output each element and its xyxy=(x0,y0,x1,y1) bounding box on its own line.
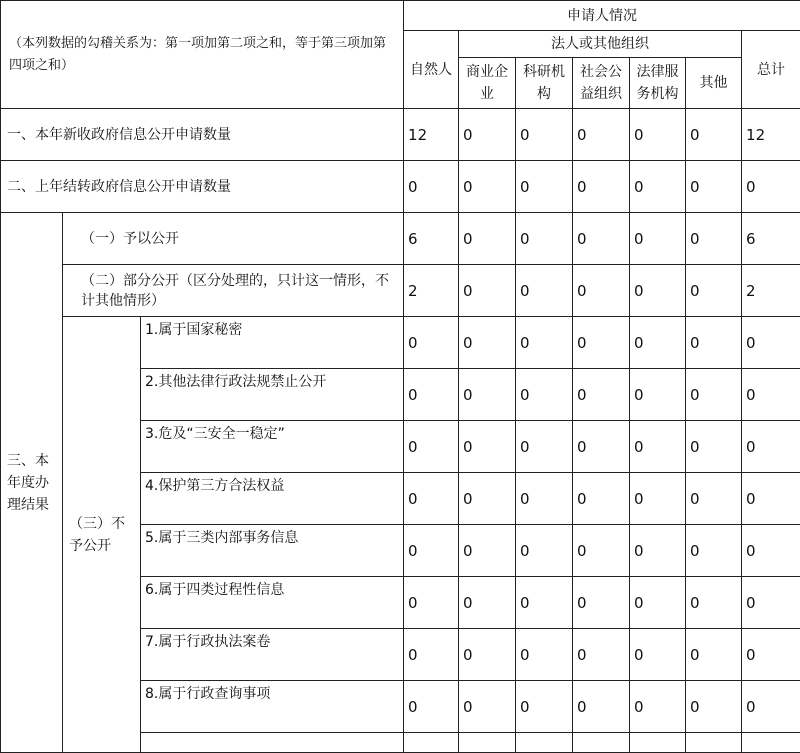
cell-value: 0 xyxy=(516,577,573,629)
cell-value: 0 xyxy=(573,473,630,525)
cell-value: 0 xyxy=(516,681,573,733)
cell-value: 0 xyxy=(459,369,516,421)
row-label: 7.属于行政执法案卷 xyxy=(141,629,404,681)
cell-value: 0 xyxy=(459,213,516,265)
natural-person-header: 自然人 xyxy=(404,31,459,109)
cell-value: 0 xyxy=(516,473,573,525)
row-label: 1.属于国家秘密 xyxy=(141,317,404,369)
cell-value: 0 xyxy=(742,525,800,577)
cell-value: 0 xyxy=(630,109,686,161)
cell-value: 12 xyxy=(742,109,800,161)
cell-value: 0 xyxy=(686,213,742,265)
cell-value: 0 xyxy=(516,265,573,317)
cell-value: 0 xyxy=(573,681,630,733)
sub-column-header: 法律服务机构 xyxy=(630,58,686,109)
row-label: 二、上年结转政府信息公开申请数量 xyxy=(1,161,404,213)
table-row xyxy=(1,317,800,369)
cell-value: 0 xyxy=(459,681,516,733)
legal-group-header: 法人或其他组织 xyxy=(459,31,742,58)
cell-value: 0 xyxy=(630,265,686,317)
cell-value: 0 xyxy=(573,109,630,161)
cell-value: 0 xyxy=(404,369,459,421)
cell-value: 0 xyxy=(630,317,686,369)
cell-value: 0 xyxy=(459,421,516,473)
cell-value: 0 xyxy=(404,473,459,525)
cell-value: 0 xyxy=(404,525,459,577)
header-row-1 xyxy=(1,1,800,31)
cell-value: 0 xyxy=(459,161,516,213)
cell-value: 12 xyxy=(404,109,459,161)
cell-value: 0 xyxy=(630,525,686,577)
cell-value: 2 xyxy=(742,265,800,317)
sub-column-header: 科研机构 xyxy=(516,58,573,109)
row-label: 8.属于行政查询事项 xyxy=(141,681,404,733)
cell-value: 0 xyxy=(742,577,800,629)
row-label: 一、本年新收政府信息公开申请数量 xyxy=(1,109,404,161)
cell-value: 0 xyxy=(686,369,742,421)
result-group-label: 三、本年度办理结果 xyxy=(1,213,63,753)
not-disclosed-label: （三）不予公开 xyxy=(63,317,141,753)
cell-value: 0 xyxy=(573,421,630,473)
cell-value: 0 xyxy=(742,369,800,421)
cell-value: 0 xyxy=(573,525,630,577)
cell-value: 0 xyxy=(742,473,800,525)
cell-value: 0 xyxy=(686,161,742,213)
sub-column-header: 其他 xyxy=(686,58,742,109)
cell-value: 6 xyxy=(404,213,459,265)
cell-value: 0 xyxy=(686,473,742,525)
cell-value: 0 xyxy=(459,109,516,161)
cell-value: 0 xyxy=(630,473,686,525)
cell-value: 0 xyxy=(573,265,630,317)
cell-value: 0 xyxy=(459,317,516,369)
cell-value: 0 xyxy=(404,161,459,213)
cell-value: 0 xyxy=(573,369,630,421)
cell-value: 0 xyxy=(742,317,800,369)
cell-value: 0 xyxy=(686,525,742,577)
cell-value: 2 xyxy=(404,265,459,317)
cell-value: 0 xyxy=(516,109,573,161)
cell-value: 0 xyxy=(404,577,459,629)
cell-value: 0 xyxy=(573,213,630,265)
cell-value: 0 xyxy=(630,369,686,421)
cell-value: 0 xyxy=(459,577,516,629)
cell-value: 0 xyxy=(630,421,686,473)
table-row xyxy=(1,109,800,161)
cell-value: 0 xyxy=(516,421,573,473)
cell-value: 0 xyxy=(686,629,742,681)
cell-value: 0 xyxy=(742,681,800,733)
cell-value: 0 xyxy=(516,161,573,213)
cell-value: 0 xyxy=(630,161,686,213)
cell-value: 0 xyxy=(686,577,742,629)
sub-column-header: 社会公益组织 xyxy=(573,58,630,109)
cell-value: 0 xyxy=(573,629,630,681)
cell-value: 0 xyxy=(573,317,630,369)
row-label: 6.属于四类过程性信息 xyxy=(141,577,404,629)
cell-value: 0 xyxy=(742,629,800,681)
cell-value: 0 xyxy=(459,473,516,525)
table-note: （本列数据的勾稽关系为：第一项加第二项之和，等于第三项加第四项之和） xyxy=(1,1,404,109)
cell-value: 0 xyxy=(686,421,742,473)
row-label: （一）予以公开 xyxy=(63,213,404,265)
total-header: 总计 xyxy=(742,31,800,109)
cell-value: 0 xyxy=(742,421,800,473)
row-label: （二）部分公开（区分处理的，只计这一情形，不计其他情形） xyxy=(63,265,404,317)
cell-value: 0 xyxy=(573,577,630,629)
cell-value: 0 xyxy=(459,265,516,317)
table-row xyxy=(1,265,800,317)
cell-value: 0 xyxy=(630,681,686,733)
cell-value: 0 xyxy=(573,161,630,213)
applicant-situation-header: 申请人情况 xyxy=(404,1,800,31)
row-label: 3.危及“三安全一稳定” xyxy=(141,421,404,473)
cell-value: 0 xyxy=(742,161,800,213)
table-row xyxy=(1,161,800,213)
cell-value: 0 xyxy=(686,317,742,369)
cell-value: 0 xyxy=(630,629,686,681)
cell-value: 0 xyxy=(404,681,459,733)
cell-value: 0 xyxy=(404,421,459,473)
row-label: 2.其他法律行政法规禁止公开 xyxy=(141,369,404,421)
cell-value: 0 xyxy=(686,109,742,161)
cell-value: 0 xyxy=(630,577,686,629)
cell-value: 0 xyxy=(516,317,573,369)
row-label: 4.保护第三方合法权益 xyxy=(141,473,404,525)
cell-value: 0 xyxy=(686,681,742,733)
cell-value: 0 xyxy=(404,629,459,681)
cell-value: 0 xyxy=(686,265,742,317)
table-row xyxy=(1,213,800,265)
sub-column-header: 商业企业 xyxy=(459,58,516,109)
cell-value: 0 xyxy=(459,525,516,577)
row-label: 5.属于三类内部事务信息 xyxy=(141,525,404,577)
cell-value: 0 xyxy=(516,213,573,265)
cell-value: 0 xyxy=(516,629,573,681)
cell-value: 0 xyxy=(630,213,686,265)
cell-value: 0 xyxy=(459,629,516,681)
cell-value: 0 xyxy=(516,369,573,421)
cell-value: 0 xyxy=(516,525,573,577)
cell-value: 0 xyxy=(404,317,459,369)
cell-value: 6 xyxy=(742,213,800,265)
